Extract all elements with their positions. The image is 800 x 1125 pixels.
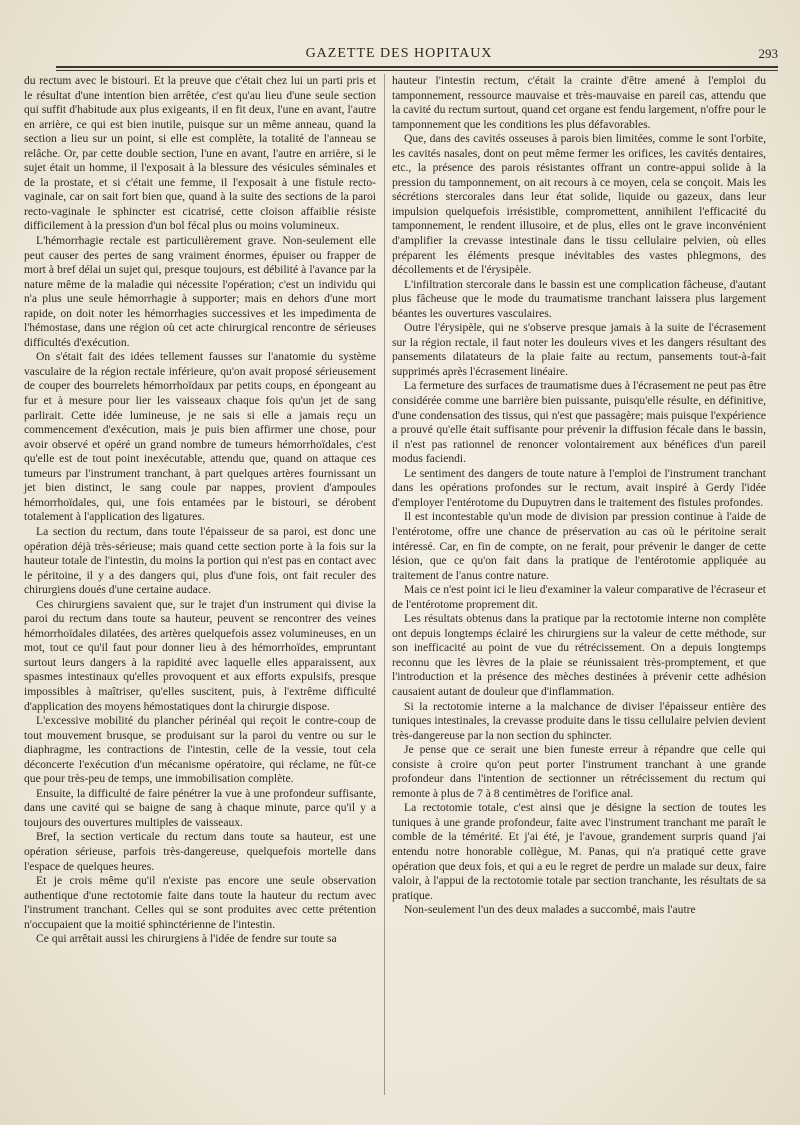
column-divider [384, 74, 385, 1095]
paragraph: Je pense que ce serait une bien funeste erreur à répandre que celle qui consiste à croire qu'on peut porter l'instrument tranchant à une grande profondeur dans l'intention de sectionner un rétrécissement du rectum qui remonte à plus de 7 à 8 centimètres de l'orifice anal. [392, 743, 766, 800]
paragraph: L'excessive mobilité du plancher périnéal qui reçoit le contre-coup de tout mouvement brusque, se produisant sur la paroi du ventre ou sur le diaphragme, les contractions de l'intestin, celle de la vessie, tout cela déconcerte l'exécution d'un mécanisme opératoire, qui réclame, ne fût-ce que pour très-peu de temps, une immobilisation complète. [24, 714, 376, 786]
paragraph: Les résultats obtenus dans la pratique par la rectotomie interne non complète ont depuis longtemps éclairé les chirurgiens sur la valeur de cette méthode, sur son inefficacité au point de vue du rétrécissement. On a depuis longtemps reconnu que les lèvres de la plaie se réunissaient très-promptement, et que l'introduction et la présence des mèches destinées à prévenir cette adhésion causaient autant de douleur que d'inflammation. [392, 612, 766, 698]
page-number: 293 [758, 46, 778, 61]
paragraph: On s'était fait des idées tellement fausses sur l'anatomie du système vasculaire de la région rectale inférieure, qu'on avait proposé sérieusement de couper des bourrelets hémorrhoïdaux par petits coups, en épongeant au fur et à mesure pour lier les vaisseaux chaque fois qu'un jet de sang parlirait. Cette idée lumineuse, je ne sais si elle a jamais reçu un commencement d'exécution, mais je puis bien affirmer une chose, pour avoir observé et opéré un grand nombre de tumeurs hémorrhoïdales, c'est qu'elle est de tout point inexécutable, attendu que, quand on attaque ces tumeurs par l'instrument tranchant, à part quelques artères fournissant un jet bien distinct, le sang coule par nappes, provient d'ampoules hémorrhoïdales, qui, une fois entamées par le bistouri, se dérobent totalement à l'application des ligatures. [24, 350, 376, 524]
paragraph: du rectum avec le bistouri. Et la preuve que c'était chez lui un parti pris et le résultat d'une intention bien arrêtée, c'est qu'au lieu d'une seule section qui suffit d'habitude aux plus exigeants, il en fit deux, l'une en avant, l'autre en arrière, ce qui est bien inutile, puisque sur un même anneau, quand la section a lieu sur un point, si elle est complète, la totalité de l'anneau se relâche. Or, par cette double section, l'une en avant, l'autre en arrière, si le sujet était un homme, il l'exposait à la blessure des vésicules séminales et de la prostate, et si c'était une femme, il l'exposait à une fistule recto-vaginale, car on sait fort bien que, quand à la suite des sections de la paroi recto-vaginale le sphincter est cicatrisé, cette cloison affaiblie résiste difficilement à la pression d'un bol fécal plus ou moins volumineux. [24, 74, 376, 233]
paragraph: Ces chirurgiens savaient que, sur le trajet d'un instrument qui divise la paroi du rectum dans toute sa hauteur, peuvent se rencontrer des veines hémorrhoïdales dilatées, des artères quelquefois assez volumineuses, en un mot, tout ce qu'il faut pour donner lieu à des hémorrhoïdes, empruntant surtout leurs dangers à la rapidité avec laquelle elles apparaissent, aux spasmes intestinaux qu'elles provoquent et aux efforts expulsifs, presque impossibles à maîtriser, qu'elles suscitent, puis, à l'extrême difficulté d'application des moyens hémostatiques dont la chirurgie dispose. [24, 597, 376, 713]
paragraph: Bref, la section verticale du rectum dans toute sa hauteur, est une opération sérieuse, parfois très-dangereuse, quelquefois mortelle dans l'espace de quelques heures. [24, 830, 376, 873]
journal-title: GAZETTE DES HOPITAUX [305, 46, 493, 61]
header-rule [56, 66, 778, 68]
paragraph: Ensuite, la difficulté de faire pénétrer la vue à une profondeur suffisante, dans une cavité qui se baigne de sang à chaque minute, parce qu'il y a toujours des ouvertures multiples de vaisseaux. [24, 786, 376, 829]
paragraph: L'infiltration stercorale dans le bassin est une complication fâcheuse, d'autant plus fâcheuse que le mode du traumatisme tranchant laissera plus largement béantes les ouvertures vasculaires. [392, 277, 766, 320]
paragraph: Il est incontestable qu'un mode de division par pression continue à l'aide de l'entérotome, offre une chance de préservation au cas où le péritoine serait intéressé. Car, en fin de compte, on ne ferait, pour prévenir le danger de cette lésion, que ce qu'on fait dans la pratique de l'entérotomie appliquée au traitement de l'anus contre nature. [392, 510, 766, 582]
paragraph: Le sentiment des dangers de toute nature à l'emploi de l'instrument tranchant dans les opérations profondes sur le rectum, avait inspiré à Gerdy l'idée d'employer l'entérotome du Dupuytren dans le traitement des fistules profondes. [392, 466, 766, 509]
paragraph: Mais ce n'est point ici le lieu d'examiner la valeur comparative de l'écraseur et de l'entérotome proprement dit. [392, 583, 766, 611]
paragraph: Et je crois même qu'il n'existe pas encore une seule observation authentique d'une rectotomie faite dans toute la hauteur du rectum avec l'instrument tranchant. Celles qui se sont produites avec cette prétention n'occupaient que la moitié sphinctérienne de l'intestin. [24, 874, 376, 931]
paragraph: Outre l'érysipèle, qui ne s'observe presque jamais à la suite de l'écrasement sur la région rectale, il faut noter les douleurs vives et les dangers résultant des pansements dilatateurs de la plaie faite au rectum, pansements tout-à-fait supprimés après l'écrasement linéaire. [392, 321, 766, 378]
paragraph: hauteur l'intestin rectum, c'était la crainte d'être amené à l'emploi du tamponnement, ressource mauvaise et très-mauvaise en pareil cas, attendu que la cavité du rectum surtout, quand cet organe est fendu largement, n'offre pour le tamponnement que les conditions les plus défavorables. [392, 74, 766, 131]
right-column [392, 74, 766, 918]
left-column [24, 74, 376, 947]
paragraph: La section du rectum, dans toute l'épaisseur de sa paroi, est donc une opération déjà très-sérieuse; mais quand cette section porte à la fois sur la hauteur totale de l'intestin, du moins la portion qui n'est pas en contact avec le péritoine, il y a des dangers qui, plus d'une fois, ont fait reculer des chirurgiens doués d'une certaine audace. [24, 524, 376, 597]
paragraph: Ce qui arrêtait aussi les chirurgiens à l'idée de fendre sur toute sa [36, 932, 337, 946]
paragraph: L'hémorrhagie rectale est particulièrement grave. Non-seulement elle peut causer des pertes de sang vraiment énormes, épuiser ou frapper de mort à bref délai un sujet qui, presque toujours, est débilité à l'avance par la nature même de la maladie qui nécessite l'opération; c'est un individu qui n'a plus une seule hémorrhagie à supporter; mais en dehors d'une mort rapide, on doit noter les hémorrhagies successives et les impedimenta de l'hémostase, dans une région où cet acte chirurgical rencontre de sérieuses difficultés d'exécution. [24, 234, 376, 349]
paragraph: La fermeture des surfaces de traumatisme dues à l'écrasement ne peut pas être considérée comme une barrière bien puissante, puisqu'elle résulte, en définitive, d'une condensation des tissus, qui n'est que passagère; mais puisque l'expérience a prouvé qu'elle était suffisante pour prévenir la diffusion fécale dans le bassin, il n'est pas rationnel de renoncer volontairement aux bénéfices d'un pareil modus faciendi. [392, 379, 766, 466]
paragraph: Si la rectotomie interne a la malchance de diviser l'épaisseur entière des tuniques intestinales, la crevasse produite dans le tissu cellulaire pelvien devient très-dangereuse par la non section du sphincter. [392, 699, 766, 742]
paragraph: Non-seulement l'un des deux malades a succombé, mais l'autre [404, 903, 696, 917]
paragraph: La rectotomie totale, c'est ainsi que je désigne la section de toutes les tuniques à une grande profondeur, faite avec l'instrument tranchant me paraît le comble de la témérité. Et j'ai été, je l'avoue, grandement surpris quand j'ai entendu notre honorable collègue, M. Panas, qui n'a pratiqué cette grave opération que deux fois, et qui a eu le regret de perdre un malade sur deux, faire valoir, à l'appui de la rectotomie totale par section tranchante, les résultats de sa pratique. [392, 801, 766, 902]
paragraph: Que, dans des cavités osseuses à parois bien limitées, comme le sont l'orbite, les cavités nasales, dont on peut même fermer les orifices, les cavités dentaires, etc., la présence des parois résistantes offrant un contre-appui solide à la pression du tamponnement, on ait recours à ce moyen, cela se conçoit. Mais les sécrétions stercorales dans leur état solide, liquide ou gazeux, dans leur impulsion quelquefois irrésistible, compromettent, annihilent l'efficacité du tamponnement, le rendent illusoire, et de plus, elles ont le grave inconvénient d'amplifier la crevasse intestinale dans le tissu cellulaire pelvien, où elles préparent les éléments presque inévitables des vastes phlegmons, des décollements et de l'érysipèle. [392, 132, 766, 277]
header-rule-thin [56, 70, 778, 71]
page-header [20, 46, 778, 66]
